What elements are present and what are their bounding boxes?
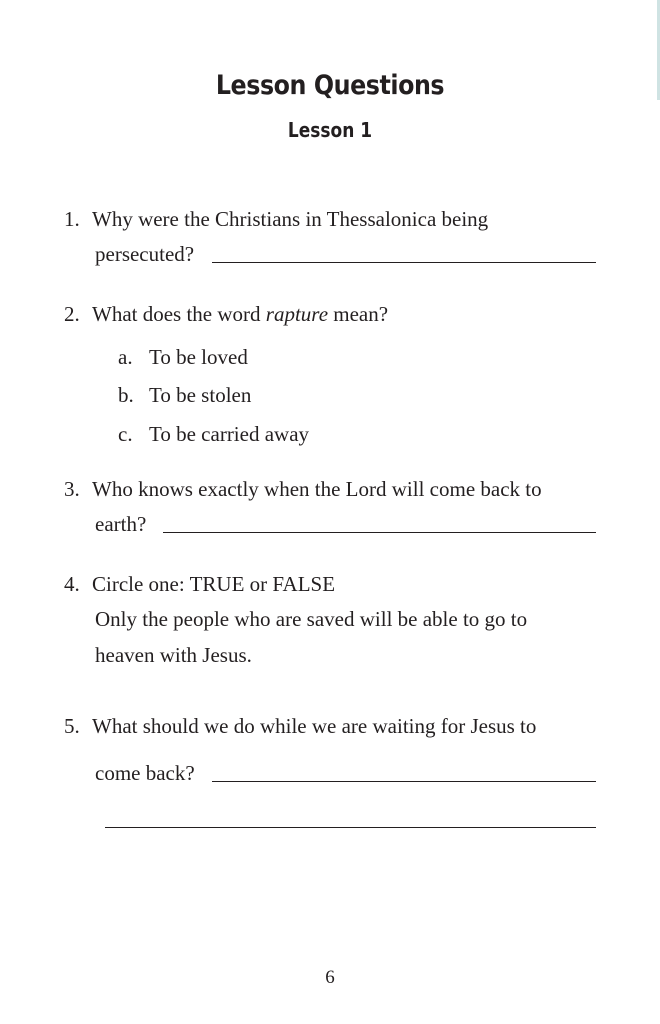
question-text-after: mean? bbox=[333, 302, 389, 326]
question-text: Who knows exactly when the Lord will come back to bbox=[92, 477, 542, 501]
question-number: 4. bbox=[64, 572, 80, 596]
question-text: Only the people who are saved will be able to go to bbox=[95, 607, 528, 631]
question-number: 3. bbox=[64, 477, 80, 501]
emphasized-word: rapture bbox=[265, 302, 329, 326]
answer-blank[interactable] bbox=[212, 262, 596, 263]
answer-blank[interactable] bbox=[105, 827, 596, 828]
question-text: heaven with Jesus. bbox=[95, 643, 252, 667]
question-text: earth? bbox=[95, 512, 147, 536]
question-number: 1. bbox=[64, 207, 80, 231]
option-text: To be loved bbox=[149, 345, 248, 369]
answer-blank[interactable] bbox=[212, 781, 596, 782]
page-title: Lesson Questions bbox=[215, 70, 445, 101]
question-text bbox=[92, 301, 388, 327]
question-text: persecuted? bbox=[95, 242, 195, 266]
question-text-before: What does the word bbox=[92, 302, 261, 326]
question-text: Why were the Christians in Thessalonica being bbox=[92, 207, 489, 231]
option-letter: a. bbox=[118, 345, 133, 369]
option-text: To be stolen bbox=[149, 383, 252, 407]
question-text: come back? bbox=[95, 761, 195, 785]
option-letter: b. bbox=[118, 383, 134, 407]
lesson-subtitle: Lesson 1 bbox=[287, 118, 373, 142]
question-number: 2. bbox=[64, 302, 80, 326]
answer-blank[interactable] bbox=[163, 532, 596, 533]
question-text: What should we do while we are waiting for Jesus to bbox=[92, 714, 537, 738]
question-text: Circle one: TRUE or FALSE bbox=[92, 572, 336, 596]
page-number: 6 bbox=[325, 967, 335, 988]
option-text: To be carried away bbox=[149, 422, 310, 446]
option-letter: c. bbox=[118, 422, 133, 446]
question-number: 5. bbox=[64, 714, 80, 738]
